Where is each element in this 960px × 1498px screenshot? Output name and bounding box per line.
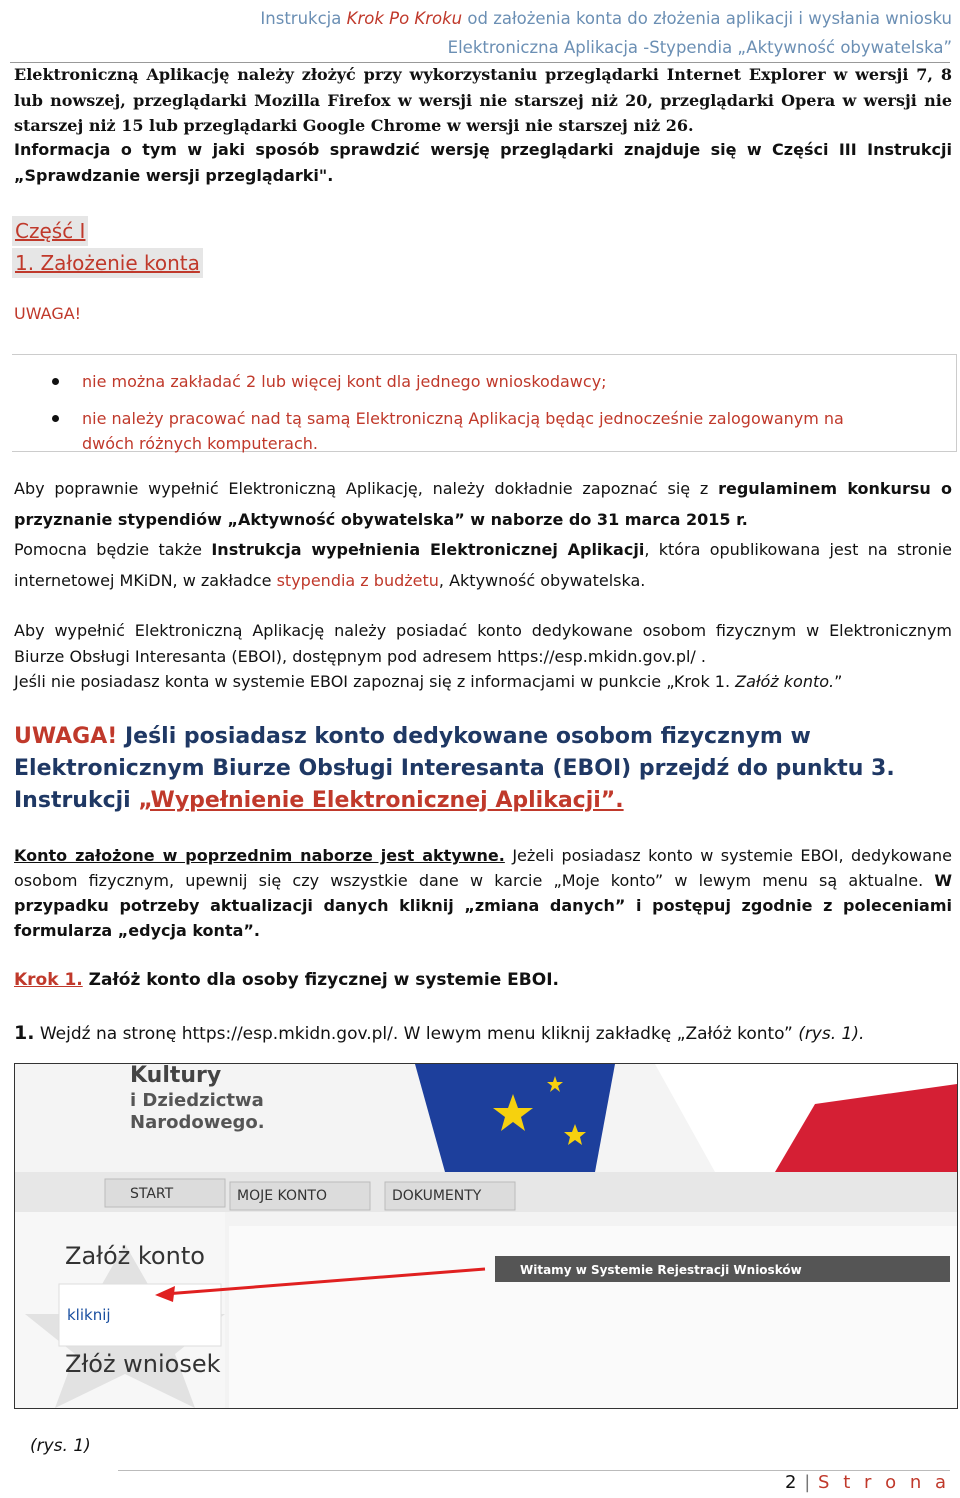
page-number-value: 2 [785, 1472, 798, 1493]
header-line-1 [260, 4, 952, 33]
logo-line-2: i Dziedzictwa [130, 1090, 264, 1111]
rules-paragraph: Aby poprawnie wypełnić Elektroniczną Aplikację, należy dokładnie zapoznać się z regulaminem konkursu o przyznanie stypendiów „Aktywność obywatelska” w naborze do 31 marca 2015 r. [14, 479, 953, 529]
bullet-text: nie należy pracować nad tą samą Elektroniczną Aplikacją będąc jednocześnie zalogowanym na dwóch różnych komputerach. [82, 409, 844, 453]
nav-documents: DOKUMENTY [392, 1188, 482, 1204]
rules-link-text: regulaminem konkursu o przyznanie stypendiów „Aktywność obywatelska” w naborze do 31 marca 2015 r. [14, 479, 953, 529]
menu-click-link: kliknij [67, 1306, 111, 1324]
big-warning: UWAGA! Jeśli posiadasz konto dedykowane osobom fizycznym w Elektronicznym Biurze Obsługi Interesanta (EBOI) przejdź do punktu 3. Instrukcji „Wypełnienie Elektronicznej Aplikacji”. [14, 724, 895, 813]
help-paragraph: Pomocna będzie także Instrukcja wypełnienia Elektronicznej Aplikacji, która opublikowana jest na stronie internetowej MKiDN, w zakładce stypendia z budżetu, Aktywność obywatelska. [14, 540, 952, 590]
header-line-2: Elektroniczna Aplikacja -Stypendia „Aktywność obywatelska” [447, 38, 952, 57]
step-1-label: Krok 1. [14, 970, 83, 990]
menu-submit-application: Złóż wniosek [65, 1350, 221, 1378]
part-heading-text: Część I [15, 219, 86, 243]
header-highlight: Krok Po Kroku [346, 9, 463, 28]
header-text-2: od założenia konta do złożenia aplikacji i wysłania wniosku [467, 9, 952, 28]
section-heading [12, 248, 203, 278]
part-heading [12, 216, 88, 246]
step-1-heading: Krok 1. Załóż konto dla osoby fizycznej w systemie EBOI. [14, 970, 559, 990]
eboi-paragraph: Aby wypełnić Elektroniczną Aplikację należy posiadać konto dedykowane osobom fizycznym w Elektronicznym Biurze Obsługi Interesanta (EBOI), dostępnym pod adresem https://esp.mkidn.gov.pl/ . [14, 621, 952, 666]
instruction-title: Instrukcja wypełnienia Elektronicznej Aplikacji [211, 540, 645, 559]
section-heading-text: 1. Założenie konta [15, 251, 200, 275]
big-warning-link[interactable]: „Wypełnienie Elektronicznej Aplikacji”. [138, 788, 624, 813]
stypendia-link[interactable]: stypendia z budżetu [276, 571, 439, 590]
welcome-banner: Witamy w Systemie Rejestracji Wniosków [520, 1263, 802, 1277]
logo-line-3: Narodowego. [130, 1112, 265, 1133]
logo-line-1: Kultury [130, 1064, 222, 1088]
menu-create-account: Załóż konto [65, 1242, 205, 1270]
figure-caption: (rys. 1) [30, 1436, 91, 1456]
screenshot-canvas [15, 1064, 957, 1408]
website-screenshot [14, 1063, 958, 1409]
warning-bullet-2 [52, 406, 900, 456]
page-number-separator: | [804, 1472, 812, 1493]
page-number-label: S t r o n a [818, 1472, 950, 1493]
warning-label: UWAGA! [14, 304, 82, 323]
footer-divider [118, 1470, 950, 1471]
warning-bullet-1 [52, 369, 900, 394]
bullet-icon [52, 378, 59, 385]
page-number [785, 1472, 950, 1493]
bullet-icon [52, 415, 59, 422]
intro-browsers: Elektroniczną Aplikację należy złożyć przy wykorzystaniu przeglądarki Internet Explorer w wersji 7, 8 lub nowszej, przeglądarki Mozilla Firefox w wersji nie starszej niż 20, przeglądarki Opera w wersji nie starszej niż 15 lub przeglądarki Google Chrome w wersji nie starszej niż 26. [14, 65, 952, 135]
intro-version-info: Informacja o tym w jaki sposób sprawdzić wersję przeglądarki znajduje się w Części III Instrukcji „Sprawdzanie wersji przeglądarki". [14, 140, 952, 185]
nav-my-account: MOJE KONTO [237, 1188, 328, 1204]
nav-start: START [130, 1186, 174, 1202]
eboi-no-account: Jeśli nie posiadasz konta w systemie EBOI zapoznaj się z informacjami w punkcie „Krok 1. Załóż konto.” [14, 672, 843, 691]
active-account-paragraph: Konto założone w poprzednim naborze jest aktywne. Jeżeli posiadasz konto w systemie EBOI, dedykowane osobom fizycznym, upewnij się czy wszystkie dane w karcie „Moje konto” w lewym menu są aktualne. W przypadku potrzeby aktualizacji danych kliknij „zmiana danych” i postępuj zgodnie z poleceniami formularza „edycja konta”. [14, 846, 952, 940]
header-text: Instrukcja [260, 9, 342, 28]
step-1-1: 1. Wejdź na stronę https://esp.mkidn.gov.pl/. W lewym menu kliknij zakładkę „Załóż konto” (rys. 1). [14, 1022, 865, 1044]
page-header [260, 4, 952, 62]
bullet-text: nie można zakładać 2 lub więcej kont dla jednego wnioskodawcy; [82, 372, 607, 391]
big-warning-label: UWAGA! [14, 724, 118, 749]
